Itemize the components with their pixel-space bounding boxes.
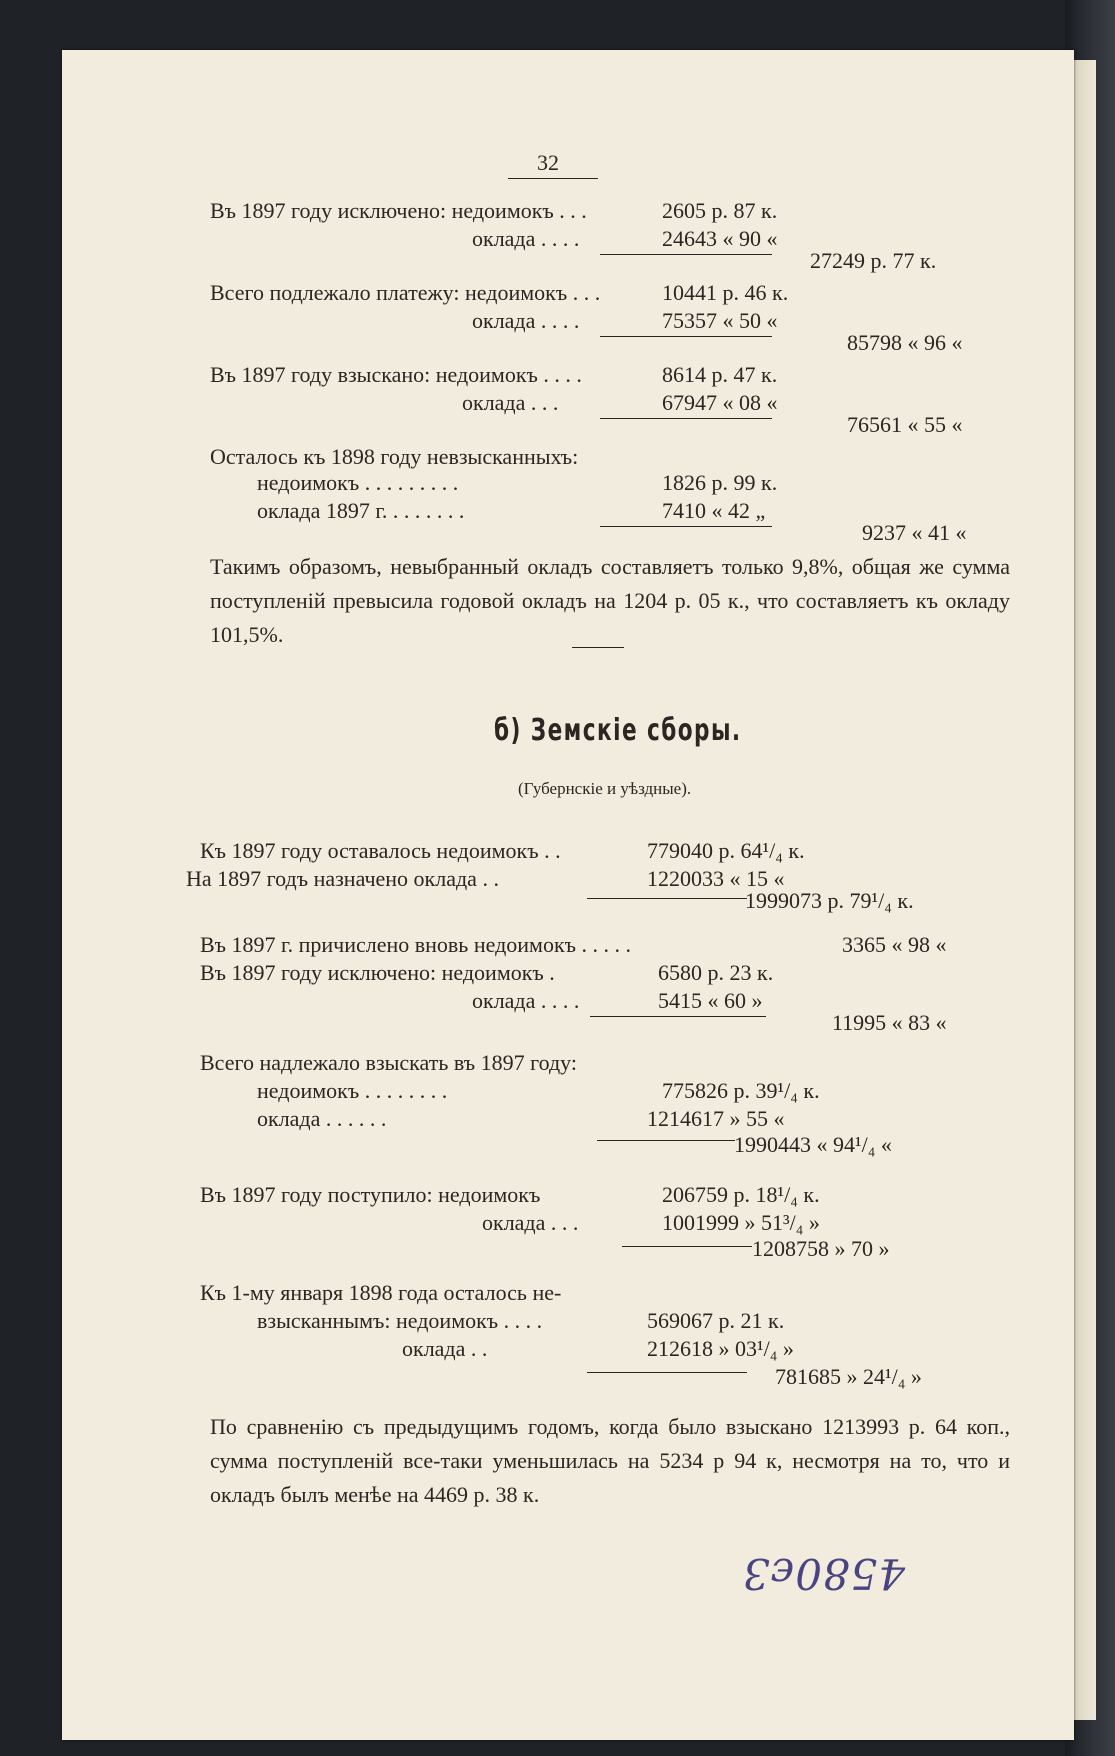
s2-row4a-label: Въ 1897 году исключено: недоимокъ . bbox=[200, 960, 555, 985]
s2-row7b-label: оклада . . bbox=[402, 1336, 488, 1361]
s1-row2-total: 85798 « 96 « bbox=[847, 330, 963, 355]
s2-row5b-value: 1214617 » 55 « bbox=[647, 1106, 785, 1131]
s1-row1a-value: 2605 р. 87 к. bbox=[662, 198, 778, 223]
s2-row6-total: 1208758 » 70 » bbox=[752, 1236, 890, 1261]
s1-row2a-label: Всего подлежало платежу: недоимокъ . . . bbox=[210, 280, 601, 305]
s2-row4b-label: оклада . . . . bbox=[472, 988, 580, 1013]
s1-paragraph: Такимъ образомъ, невыбранный окладъ составляетъ только 9,8%, общая же сумма поступленій превысила годовой окладъ на 1204 р. 05 к., что составляетъ къ окладу 101,5%. bbox=[210, 554, 1010, 647]
s2-row1-value: 779040 р. 64¹/₄ к. bbox=[647, 838, 805, 863]
s1-row4-total: 9237 « 41 « bbox=[862, 520, 967, 545]
s2-row5-total: 1990443 « 94¹/₄ « bbox=[734, 1132, 892, 1157]
section-subheading: (Губернскіе и уѣздные). bbox=[518, 779, 692, 798]
s2-row3-label: Въ 1897 г. причислено вновь недоимокъ . . . . . bbox=[200, 932, 632, 957]
s2-row7-rule bbox=[587, 1372, 747, 1373]
s2-row5b-label: оклада . . . . . . bbox=[257, 1106, 387, 1131]
document-page bbox=[62, 50, 1074, 1740]
s1-row3-total: 76561 « 55 « bbox=[847, 412, 963, 437]
s1-row3b-value: 67947 « 08 « bbox=[662, 390, 778, 415]
s1-row3a-value: 8614 р. 47 к. bbox=[662, 362, 778, 387]
s2-row2-rule bbox=[587, 898, 747, 899]
s2-row4-total: 11995 « 83 « bbox=[832, 1010, 947, 1035]
s1-row2b-value: 75357 « 50 « bbox=[662, 308, 778, 333]
s1-row1-rule bbox=[600, 254, 772, 255]
s1-row1-total: 27249 р. 77 к. bbox=[810, 248, 937, 273]
s2-row2-total: 1999073 р. 79¹/₄ к. bbox=[745, 888, 914, 913]
s1-row1a-label: Въ 1897 году исключено: недоимокъ . . . bbox=[210, 198, 587, 223]
s2-row4-rule bbox=[590, 1016, 766, 1017]
s2-row5a-label: недоимокъ . . . . . . . . bbox=[257, 1078, 448, 1103]
handwritten-inventory-number: 4580є3 bbox=[742, 1549, 906, 1598]
next-page-edge bbox=[1074, 60, 1096, 1720]
s2-row2-label: На 1897 годъ назначено оклада . . bbox=[186, 866, 499, 891]
s1-row2-rule bbox=[600, 336, 772, 337]
s1-row1b-value: 24643 « 90 « bbox=[662, 226, 778, 251]
s1-row3b-label: оклада . . . bbox=[462, 390, 559, 415]
section-divider bbox=[572, 647, 624, 648]
s1-row3-rule bbox=[600, 418, 772, 419]
s2-row1-label: Къ 1897 году оставалось недоимокъ . . bbox=[200, 838, 561, 863]
s2-row7b-value: 212618 » 03¹/₄ » bbox=[647, 1336, 794, 1361]
s1-row4-header: Осталось къ 1898 году невзысканныхъ: bbox=[210, 444, 579, 469]
s1-row4a-label: недоимокъ . . . . . . . . . bbox=[257, 470, 459, 495]
s1-row4-rule bbox=[600, 526, 772, 527]
s2-row2-value: 1220033 « 15 « bbox=[647, 866, 785, 891]
s2-row6b-value: 1001999 » 51³/₄ » bbox=[662, 1210, 820, 1235]
s2-row5a-value: 775826 р. 39¹/₄ к. bbox=[662, 1078, 820, 1103]
s1-row1b-label: оклада . . . . bbox=[472, 226, 580, 251]
s2-row6a-value: 206759 р. 18¹/₄ к. bbox=[662, 1182, 820, 1207]
s2-row6a-label: Въ 1897 году поступило: недоимокъ bbox=[200, 1182, 541, 1207]
s2-row7a-label: взысканнымъ: недоимокъ . . . . bbox=[257, 1308, 543, 1333]
s1-row2a-value: 10441 р. 46 к. bbox=[662, 280, 789, 305]
s2-paragraph: По сравненію съ предыдущимъ годомъ, когда было взыскано 1213993 р. 64 коп., сумма поступленій все-таки уменьшилась на 5234 р 94 к, несмотря на то, что и окладъ былъ менѣе на 4469 р. 38 к. bbox=[210, 1414, 1010, 1507]
s2-row4a-value: 6580 р. 23 к. bbox=[658, 960, 774, 985]
page-number: 32 bbox=[537, 150, 559, 175]
s2-row6-rule bbox=[622, 1246, 752, 1247]
s2-row7-header: Къ 1-му января 1898 года осталось не- bbox=[200, 1280, 562, 1305]
s2-row3-total: 3365 « 98 « bbox=[842, 932, 947, 957]
s1-row4b-value: 7410 « 42 „ bbox=[662, 498, 766, 523]
s2-row7-total: 781685 » 24¹/₄ » bbox=[775, 1364, 922, 1389]
s2-row6b-label: оклада . . . bbox=[482, 1210, 579, 1235]
s2-row4b-value: 5415 « 60 » bbox=[658, 988, 763, 1013]
s2-row5-rule bbox=[597, 1140, 735, 1141]
s1-row2b-label: оклада . . . . bbox=[472, 308, 580, 333]
s2-row7a-value: 569067 р. 21 к. bbox=[647, 1308, 785, 1333]
s1-row4a-value: 1826 р. 99 к. bbox=[662, 470, 778, 495]
section-heading: б) Земскіе сборы. bbox=[494, 713, 742, 748]
page-number-rule bbox=[508, 178, 598, 179]
s2-row5-header: Всего надлежало взыскать въ 1897 году: bbox=[200, 1050, 577, 1075]
s1-row3a-label: Въ 1897 году взыскано: недоимокъ . . . . bbox=[210, 362, 582, 387]
s1-row4b-label: оклада 1897 г. . . . . . . . bbox=[257, 498, 465, 523]
